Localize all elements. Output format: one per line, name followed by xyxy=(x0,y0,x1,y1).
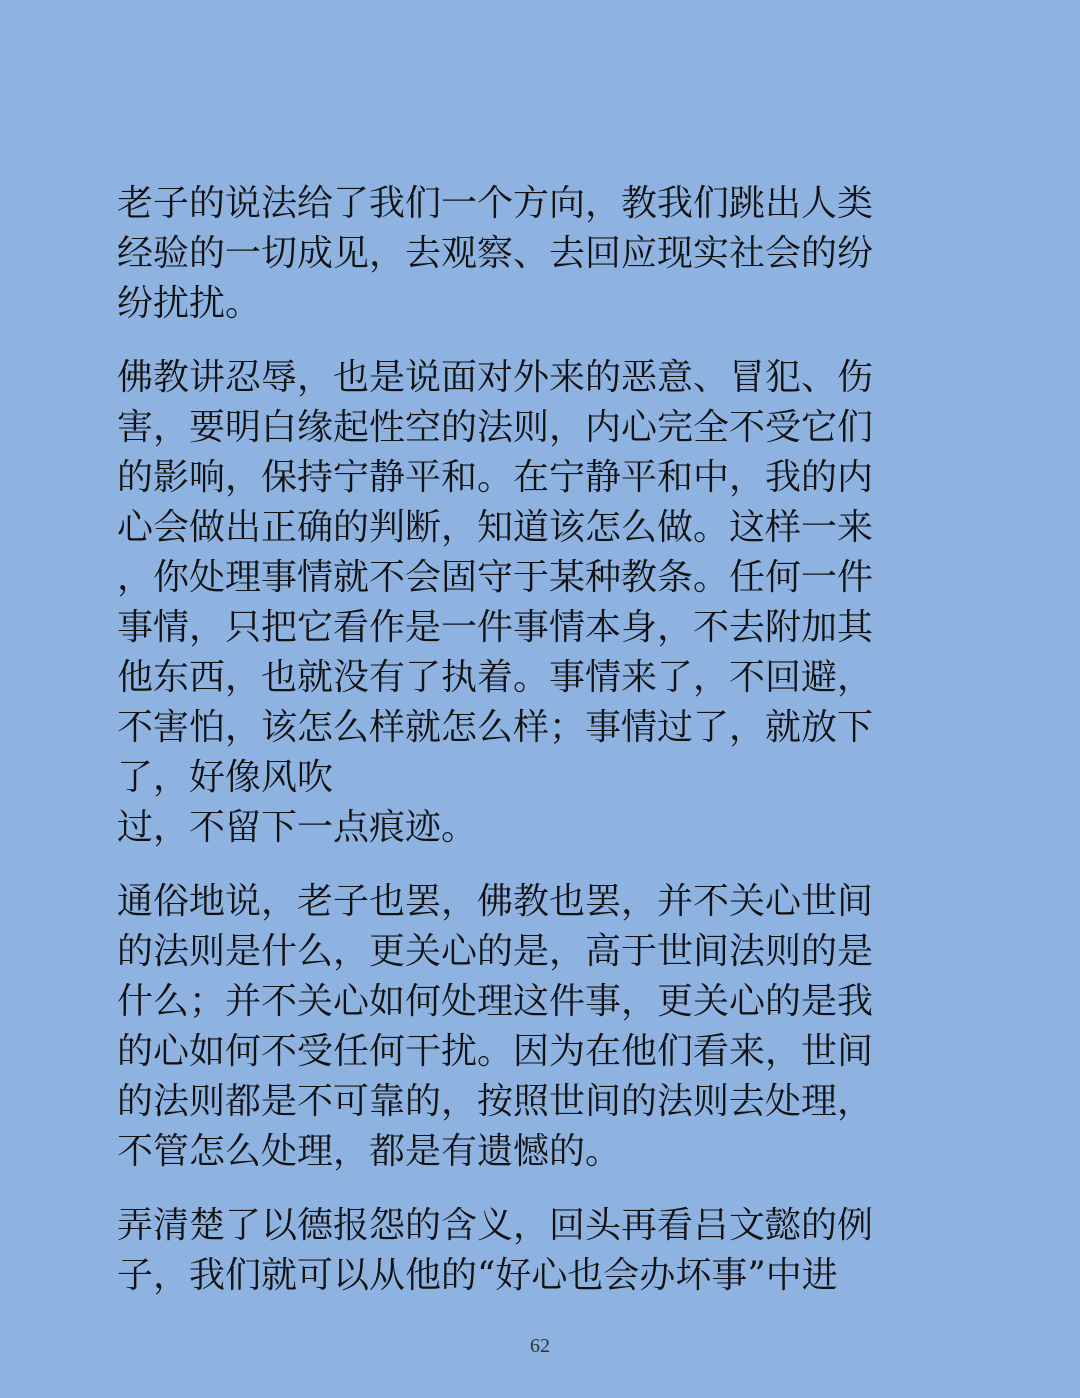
text-line: 通俗地说，老子也罢，佛教也罢，并不关心世间 xyxy=(117,881,874,922)
text-line: 心会做出正确的判断，知道该怎么做。这样一来 xyxy=(117,507,874,548)
text-line: 的心如何不受任何干扰。因为在他们看来，世间 xyxy=(117,1031,874,1072)
text-line: 纷扰扰。 xyxy=(117,283,262,324)
paragraph-2 xyxy=(117,353,873,853)
text-line: 老子的说法给了我们一个方向，教我们跳出人类 xyxy=(117,183,874,224)
text-line: 了，好像风吹 xyxy=(117,757,334,798)
text-line: 什么；并不关心如何处理这件事，更关心的是我 xyxy=(117,981,874,1022)
text-line: 的法则是什么，更关心的是，高于世间法则的是 xyxy=(117,931,874,972)
text-line: 弄清楚了以德报怨的含义，回头再看吕文懿的例 xyxy=(117,1205,874,1246)
text-line: 害，要明白缘起性空的法则，内心完全不受它们 xyxy=(117,407,874,448)
text-line: 的法则都是不可靠的，按照世间的法则去处理， xyxy=(117,1081,874,1122)
text-line: 不管怎么处理，都是有遗憾的。 xyxy=(117,1131,622,1172)
text-line: 子，我们就可以从他的“好心也会办坏事”中进 xyxy=(117,1255,838,1296)
text-line: 佛教讲忍辱，也是说面对外来的恶意、冒犯、伤 xyxy=(117,357,874,398)
text-line: 他东西，也就没有了执着。事情来了，不回避， xyxy=(117,657,874,698)
text-line: 的影响，保持宁静平和。在宁静平和中，我的内 xyxy=(117,457,874,498)
paragraph-4 xyxy=(117,1201,873,1301)
text-line: ，你处理事情就不会固守于某种教条。任何一件 xyxy=(117,557,874,598)
text-line: 不害怕，该怎么样就怎么样；事情过了，就放下 xyxy=(117,707,874,748)
text-line: 过，不留下一点痕迹。 xyxy=(117,807,478,848)
paragraph-1 xyxy=(117,179,873,329)
page-number: 62 xyxy=(530,1335,550,1357)
paragraph-3 xyxy=(117,877,873,1177)
text-line: 事情，只把它看作是一件事情本身，不去附加其 xyxy=(117,607,874,648)
text-line: 经验的一切成见，去观察、去回应现实社会的纷 xyxy=(117,233,874,274)
